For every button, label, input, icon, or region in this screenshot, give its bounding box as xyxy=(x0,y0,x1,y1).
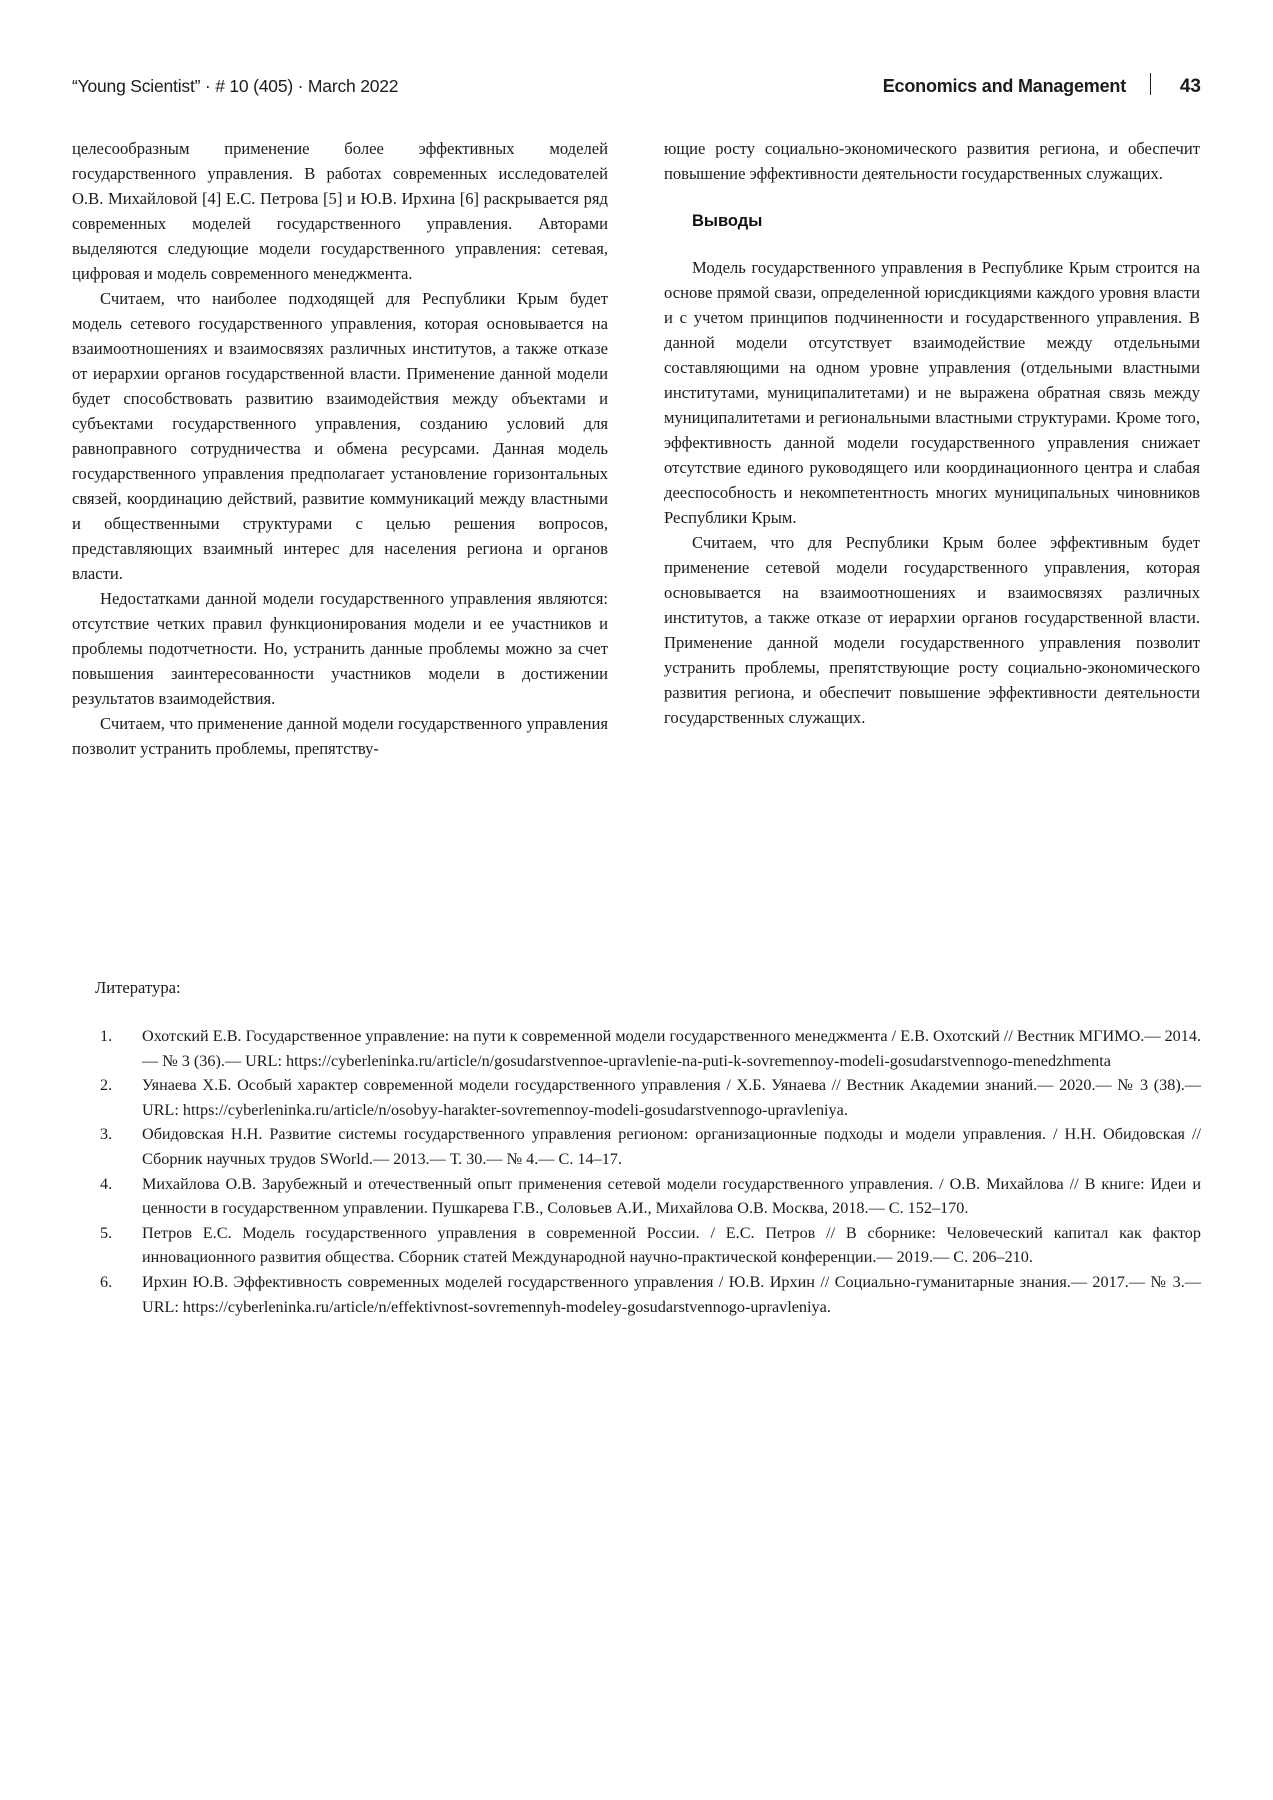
reference-text: Петров Е.С. Модель государственного управления в современной России. / Е.С. Петров // В сборнике: Человеческий капитал как фактор инновационного развития общества. Сборник статей Международной научно-практической конференции.— 2019.— С. 206–210. xyxy=(142,1223,1201,1267)
references-title: Литература: xyxy=(95,978,181,997)
paragraph-continuation: ющие росту социально-экономического развития региона, и обеспечит повышение эффективности деятельности государственных служащих. xyxy=(664,139,1200,183)
reference-item xyxy=(95,1024,1201,1073)
running-head xyxy=(72,70,1201,104)
right-column xyxy=(664,136,1200,761)
paragraph: Считаем, что применение данной модели государственного управления позволит устранить проблемы, препятству- xyxy=(72,714,608,758)
spacer xyxy=(664,186,1200,212)
reference-text: Уянаева Х.Б. Особый характер современной модели государственного управления / Х.Б. Уянаева // Вестник Академии знаний.— 2020.— № 3 (38).— URL: https://cyberleninka.ru/article/n/osobyy-harakter-sovremennoy-modeli-gosudarstvennogo-upravleniya. xyxy=(142,1076,1201,1119)
reference-number: 3. xyxy=(100,1125,113,1144)
reference-item xyxy=(95,1122,1201,1171)
article-body xyxy=(72,136,1201,761)
reference-text: Ирхин Ю.В. Эффективность современных моделей государственного управления / Ю.В. Ирхин // Социально-гуманитарные знания.— 2017.— № 3.— URL: https://cyberleninka.ru/article/n/effektivnost-sovremennyh-modeley-gosudarstvennogo-upravleniya. xyxy=(142,1272,1201,1316)
section-heading-conclusions: Выводы xyxy=(692,212,763,230)
paragraph: Считаем, что наиболее подходящей для Республики Крым будет модель сетевого государственного управления, которая основывается на взаимоотношениях и взаимосвязях различных институтов, а также отказе от иерархии органов государственной власти. Применение данной модели будет способствовать развитию взаимодействия между объектами и субъектами государственного управления, созданию условий для равноправного сотрудничества и обмена ресурсами. Данная модель государственного управления предполагает установление горизонтальных связей, координацию действий, развитие коммуникаций между властными и общественными структурами с целью решения вопросов, представляющих взаимный интерес для населения региона и органов власти. xyxy=(72,289,608,583)
reference-text: Михайлова О.В. Зарубежный и отечественный опыт применения сетевой модели государственного управления. / О.В. Михайлова // В книге: Идеи и ценности в государственном управлении. Пушкарева Г.В., Соловьев А.И., Михайлова О.В. Москва, 2018.— С. 152–170. xyxy=(142,1174,1201,1218)
paragraph: Считаем, что для Республики Крым более эффективным будет применение сетевой модели государственного управления, которая основывается на взаимоотношениях и взаимосвязях различных институтов, а также отказе от иерархии органов государственной власти. Применение данной модели государственного управления позволит устранить проблемы, препятствующие росту социально-экономического развития региона, и обеспечит повышение эффективности деятельности государственных служащих. xyxy=(664,533,1200,727)
reference-text: Обидовская Н.Н. Развитие системы государственного управления регионом: организационные подходы и модели управления. / Н.Н. Обидовская // Сборник научных трудов SWorld.— 2013.— Т. 30.— № 4.— С. 14–17. xyxy=(142,1125,1201,1168)
running-head-section: Economics and Management xyxy=(882,76,1126,96)
running-head-right xyxy=(883,70,1201,98)
reference-item xyxy=(95,1221,1201,1270)
reference-number: 2. xyxy=(100,1076,113,1095)
reference-number: 6. xyxy=(100,1272,113,1291)
running-head-divider xyxy=(1150,73,1151,95)
paragraph: Модель государственного управления в Республике Крым строится на основе прямой свази, определенной юрисдикциями каждого уровня власти и с учетом принципов подчиненности и государственного управления. В данной модели отсутствует взаимодействие между отдельными составляющими на одном уровне управления (отдельными властными институтами, муниципалитетами) и не выражена обратная связь между муниципалитетами и региональными властными структурами. Кроме того, эффективность данной модели государственного управления снижает отсутствие единого руководящего или координационного центра и слабая дееспособность и некомпетентность многих муниципальных чиновников Республики Крым. xyxy=(664,258,1200,527)
spacer xyxy=(664,231,1200,255)
reference-item xyxy=(95,1270,1201,1319)
left-column xyxy=(72,136,608,761)
reference-number: 1. xyxy=(100,1027,113,1045)
running-head-journal: “Young Scientist” · # 10 (405) · March 2022 xyxy=(72,76,399,96)
reference-number: 5. xyxy=(100,1223,113,1242)
reference-number: 4. xyxy=(100,1174,113,1193)
references-section xyxy=(95,975,1201,1319)
paragraph: Недостатками данной модели государственного управления являются: отсутствие четких правил функционирования модели и ее участников и проблемы подотчетности. Но, устранить данные проблемы можно за счет повышения заинтересованности участников модели в достижении результатов взаимодействия. xyxy=(72,589,608,708)
reference-item xyxy=(95,1073,1201,1122)
page-number: 43 xyxy=(1179,76,1201,97)
reference-item xyxy=(95,1172,1201,1221)
paragraph-continuation: целесообразным применение более эффективных моделей государственного управления. В работах современных исследователей О.В. Михайловой [4] Е.С. Петрова [5] и Ю.В. Ирхина [6] раскрывается ряд современных моделей государственного управления. Авторами выделяются следующие модели государственного управления: сетевая, цифровая и модель современного менеджмента. xyxy=(72,139,608,283)
reference-text: Охотский Е.В. Государственное управление: на пути к современной модели государственного менеджмента / Е.В. Охотский // Вестник МГИМО.— 2014.— № 3 (36).— URL: https://cyberleninka.ru/article/n/gosudarstvennoe-upravlenie-na-puti-k-sovremennoy-modeli-gosudarstvennogo-menedzhmenta xyxy=(142,1027,1201,1070)
references-list xyxy=(95,1024,1201,1319)
